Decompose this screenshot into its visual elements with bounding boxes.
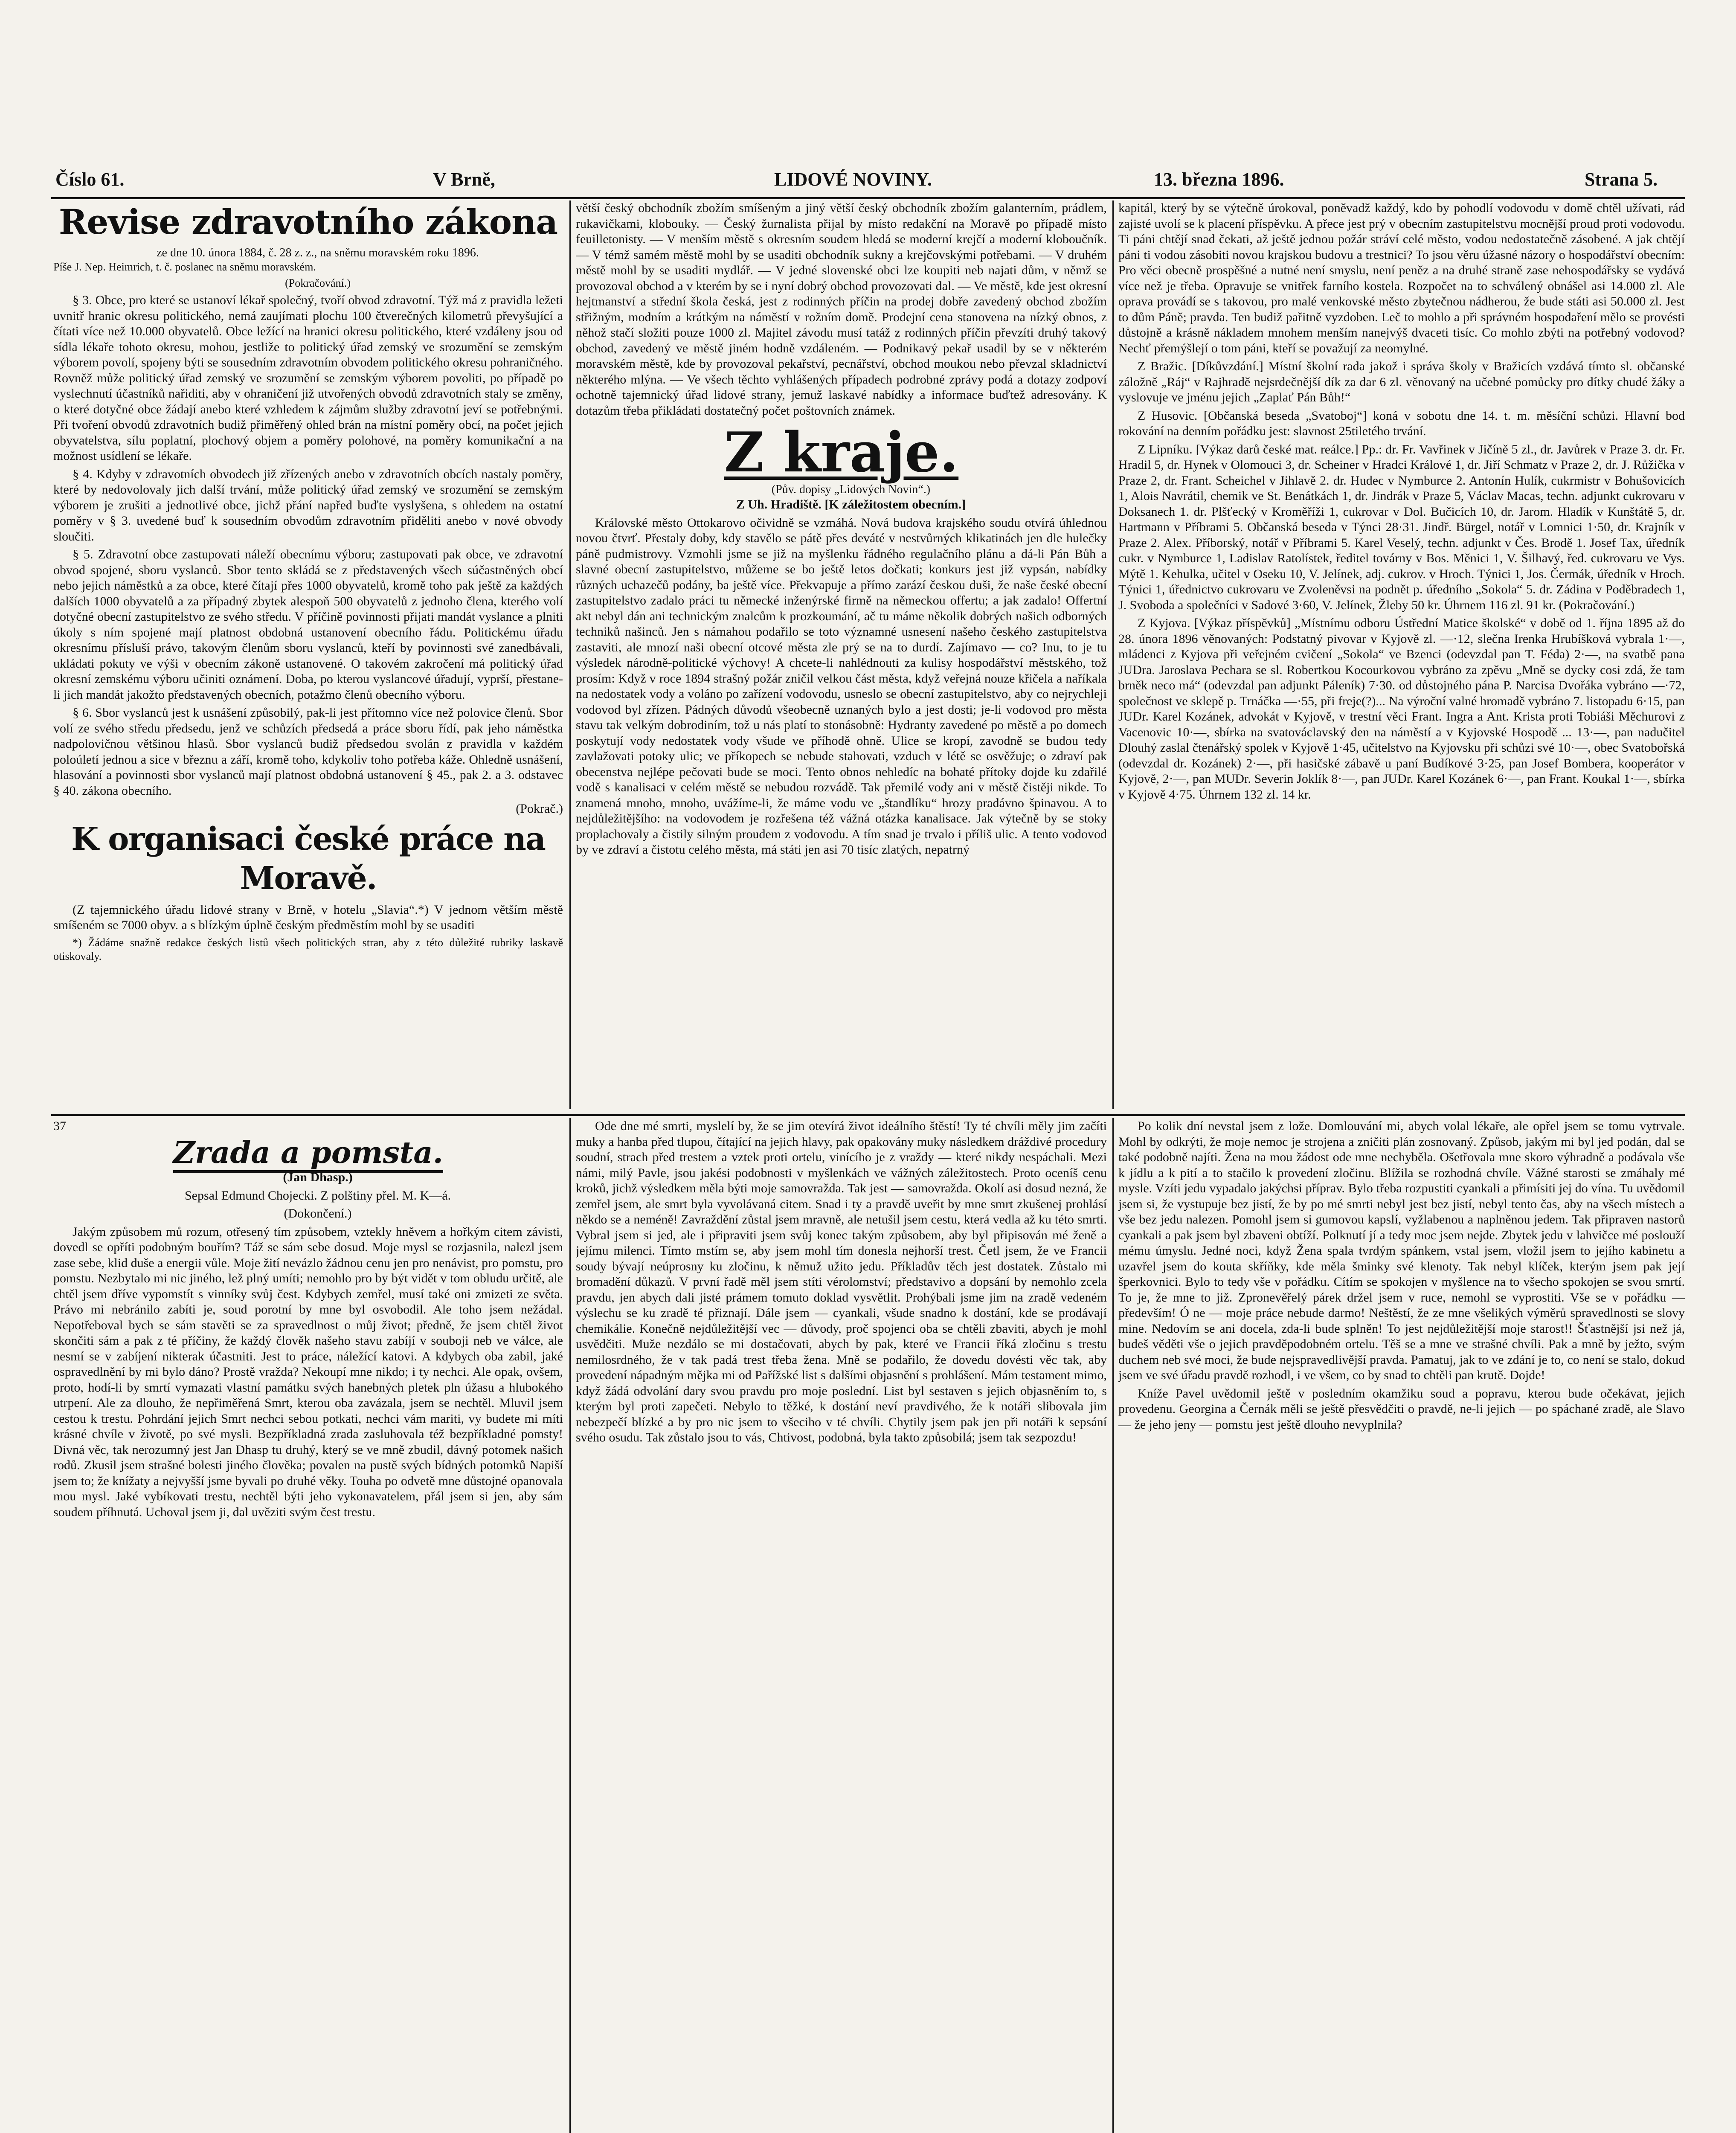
zrada-text-1: Jakým způsobem mů rozum, otřesený tím způsobem, vztekly hněvem a hořkým citem závisti, dovedl se opříti podobným bouřím? Táž se sám sebe dosud. Moje mysl se rozjasnila, nalezl jsem zase sebe, klid duše a energii vůle. Moje žití nevázlo žádnou cenu jen pro nenávist, pro pomstu, pro pomstu. Nezbytalo mi nic jiného, lež plný umíti; nemohlo pro by být vidět v tom obludu určitě, ale chtěl jsem dříve vypomstít s vinníky svůj čest. Kdybych zemřel, musí také oni zmizeti ze světa. Právo mi nebránilo zabíti je, soud porotní by mne byl osvobodil. Ale toho jsem nežádal. Nepotřeboval bych se sám stavěti se za spravedlnost o můj život; předně, že jsem chtěl život skončiti sám a pak z té příčiny, že každý člověk našeho stavu zabíjí v souboji neb ve válce, ale nesmí se v zabíjení nikterak účastniti. Jest to práce, náležící katovi. A kdybych oba zabil, jaké ospravedlnění by mi bylo dáno? Prostě vražda? Nekoupí mne nikdo; i ty nechci. Ale opak, ovšem, proto, hodí-li by smrtí vymazati vlastní památku svých hanebných pletek pln úžasu a hlubokého utrpení. Ale za dlouho, že nepřiměřená Smrt, kterou oba zavázala, jsem se nechtěl. Mluvil jsem cestou k trestu. Pohrdání jejich Smrt nechci sebou potkati, nechci vám mariti, vy budete mi míti krásné chvíle v životě, po své mysli. Bezpříkladná zrada zasluhovala též bezpříkladné pomsty! Divná věc, tak nerozumný jest Jan Dhasp tu druhý, který se ve mně zbudil, dávný potomek našich rodů. Zkusil jsem strašné bolesti jiného člověka; povalen na pustě svých bídných potomků Napiší jsem to; že knížaty a nejvyšší jsme byvali po druhé věky. Touha po odvetě mne důstojné opanovala mou mysl. Jaké vybíkovati trestu, nechtěl býti jeho vykonavatelem, přál jsem si jen, aby sám soudem příhnutá. Uchoval jsem ji, dal uvěziti svým čest trestu. <box>53 1224 563 1519</box>
feuilleton-rule <box>51 1114 1685 1116</box>
zrada-by: Sepsal Edmund Chojecki. Z polštiny přel. M. K—á. <box>184 1188 451 1203</box>
revise-subtitle: ze dne 10. února 1884, č. 28 z. z., na sněmu moravském roku 1896. <box>157 246 479 259</box>
zrada-column-1 <box>53 1119 563 2133</box>
revise-paragraph-6: § 6. Sbor vyslanců jest k usnášení způsobilý, pak-li jest přítomno více než polovice členů. Sbor volí ze svého středu předsedu, jenž ve schůzích předsedá a práce sboru řídí, pak jeho náměstka nadpolovičnou většinou hlasů. Sbor vyslanců budiž předsedou svolán z pravidla v každém poloúletí jednou a sice v březnu a září, kromě toho, kdykoliv toho potřeba káže. Ohledně usnášení, hlasování a povinnosti sbor vyslanců mají platnost obdobná ustanovení § 45., pak 2. a 3. odstavec § 40. zákona obecního. <box>53 706 563 798</box>
city: V Brně, <box>433 169 495 190</box>
lipnik-news: Z Lipníku. [Výkaz darů české mat. reálce.] Pp.: dr. Fr. Vavřinek v Jičíně 5 zl., dr. Javůrek v Praze 3. dr. Fr. Hradil 5, dr. Hynek v Olomouci 3, dr. Scheiner v Hradci Králové 1, dr. Jiří Schmatz v Praze 2, dr. J. Růžička v Praze 2, dr. Frant. Scheichel v Jihlavě 2. dr. Hudec v Nymburce 2. Antonín Hulík, cukrmistr v Bohušovicích 1, Alois Navrátil, chemik ve St. Benátkách 1, dr. Jindrák v Praze 5, Václav Macas, techn. adjunkt cukrovaru v Doksanech 1. dr. Plšťecký v Kroměříži 1, cukrovar v Dol. Bučicích 10, dr. Jarom. Hladík v Kunštátě 5, dr. Hartmann v Příbrami 5. Občanská beseda v Týnci 28·31. Jindř. Bürgel, notář v Lomnici 1·50, dr. Krajník v Praze 2. Alex. Příborský, notář v Příbrami 5. Karel Veselý, techn. adjunkt v Čes. Brodě 1. Josef Tax, úředník cukr. v Nymburce 1, Ladislav Ratolístek, ředitel továrny v Bos. Měnici 1, V. Šilhavý, řed. cukrovaru ve Vys. Mýtě 1. Kehulka, učitel v Oseku 10, V. Jelínek, adj. cukrov. v Hroch. Týnici 1, Jos. Čermák, úředník v Hroch. Týnici 1, úřednictvo cukrovaru ve Zvoleněvsi na podnět p. úředního „Sokola“ 5. dr. Zádina v Poděbradech 1, J. Svoboda a společníci v Sadové 3·60, V. Jelínek, Žleby 50 kr. Úhrnem 116 zl. 91 kr. (Pokračování.) <box>1118 442 1685 612</box>
revise-continued: (Pokračování.) <box>285 277 351 289</box>
header-rule <box>51 197 1685 199</box>
revise-continued-end: (Pokrač.) <box>516 802 563 816</box>
masthead-title: LIDOVÉ NOVINY. <box>774 169 932 190</box>
column-rule-3 <box>569 1118 571 2133</box>
brazic-news: Z Bražic. [Díkůvzdání.] Místní školní rada jakož i správa školy v Bražicích vzdává tímto sl. občanské záložně „Ráj“ v Rajhradě nejsrdečnější dík za dar 6 zl. věnovaný na učebné pomůcky pro dítky chudé žáky a vyslovuje ve jménu jejich „Zaplať Pán Bůh!“ <box>1118 359 1685 404</box>
revise-paragraph-3: § 3. Obce, pro které se ustanoví lékař společný, tvoří obvod zdravotní. Týž má z pravidla ležeti uvnitř hranic okresu politického, nemá zaujímati plochu 100 čtverečných kilometrů převyšující a čítati více než 10.000 obyvatelů. Obce ležící na hranici okresu politického, které vzdáleny jsou od sídla lékaře tohoto okresu, mohou, jestliže to politický úřad zemský ve srozumění se zemským výborem povolí, spojeny býti se sousedním zdravotním obvodem politického okresu pohraničného. Rovněž může politický úřad zemský ve srozumění se zemským výborem povoliti, po případě po vyslechnutí účastníků nařiditi, aby v ohraničení již utvořených obvodů zdravotních staly se změny, o které dotyčné obce žádají anebo které vzhledem k zájmům služby zdravotní jeví se potřebnými. Při tvoření obvodů zdravotních budiž přiměřený ohled brán na místní poměry obcí, na počet jejich obyvatelstva, sílu poplatní, plochový objem a poměry polohové, na poměry komunikační a na možnost usídlení se lékaře. <box>53 293 563 463</box>
revise-title: Revise zdravotního zákona <box>58 202 558 242</box>
feuilleton-number: 37 <box>53 1119 66 1133</box>
kyjov-news: Z Kyjova. [Výkaz příspěvků] „Místnímu odboru Ústřední Matice školské“ v době od 1. října 1895 až do 28. února 1896 věnovaných: Podstatný pivovar v Kyjově zl. —·12, slečna Irenka Hrubíšková vybrala 1·—, mládenci z Kyjova při veřejném cvičení „Sokola“ ve Bzenci (odevzdal pan T. Féda) 2·—, na svatbě pana JUDra. Jaroslava Pechara se sl. Robertkou Kocourkovou vybráno za zpěvu „Mně se dycky cosi zdá, že tam brněk neco má“ (odevzdal pan adjunkt Páleník) 7·30. od důstojného pána P. Narcisa Dvořáka vybráno —·72, společnost ve sklepě p. Trnáčka —·55, při freje(?)... Na výroční valné hromadě vybráno 7. listopadu 6·15, pan JUDr. Karel Kozánek, advokát v Kyjově, v trestní věci Frant. Ingra a Ant. Krista proti Tobiáši Měchurovi z Vacenovic 10·—, sbírka na svatováclavský den na náměstí a v Kyjovské Hospodě ... 13·—, pan nadučitel Dlouhý zaslal čtenářský spolek v Kyjově 1·45, učitelstvo na Kyjovsku při schůzi své 10·—, obec Svatobořská (odevzdal dr. Kozánek) 2·—, při hasičské zábavě u paní Budíkové 3·25, pan Josef Bombera, kooperátor v Kyjově, 2·—, pan MUDr. Severin Joklík 8·—, pan JUDr. Karel Kozánek 6·—, pan Frant. Koukal 1·—, sbírka v Kyjově 4·75. Úhrnem 132 zl. 14 kr. <box>1118 616 1685 802</box>
organisace-title: K organisaci české práce na Moravě. <box>71 820 545 897</box>
issue-date: 13. března 1896. <box>1154 169 1284 190</box>
revise-paragraph-4: § 4. Kdyby v zdravotních obvodech již zřízených anebo v zdravotních obcích nastaly poměry, které by nedovolovaly jich další trvání, může politický úřad zemský ve srozumění se zemským výborem je zrušiti a jednotlivé obce, jichž přání napřed buďte vyslyšena, s ohledem na ostatní poměry v § 3. uvedené buď k sousedním obvodům zdravotním přiděliti anebo v nové obvody sloučiti. <box>53 467 563 543</box>
regional-news-column <box>1118 201 1685 1109</box>
zrada-continued: (Dokončení.) <box>284 1206 352 1221</box>
revise-author: Píše J. Nep. Heimrich, t. č. poslanec na sněmu moravském. <box>53 261 316 273</box>
zrada-title: Zrada a pomsta. <box>53 1136 563 1170</box>
revise-paragraph-5: § 5. Zdravotní obce zastupovati náleží obecnímu výboru; zastupovati pak obce, ve zdravotní obvod spojené, sboru vyslanců. Sbor tento skládá se z představených všech súčastněných obcí nebo jejich náměstků a za obce, které čítají přes 1000 obyvatelů, kromě toho pak ještě za každých dalších 1000 obyvatelů a za případný zbytek alespoň 500 obyvatelů z jednoho člena, kterého volí dotyčné obecní zastupitelstvo ze svého středu. V příčině povinnosti přijati mandát vyslance a plniti úkoly s ním spojené mají platnost obdobná ustanovení obecního řádu. Politickému úřadu okresnímu přísluší právo, takovým členům sboru vyslanců, kteří by povinnosti své zanedbávali, ukládati pokuty ve výši v obecním zákoně ustanovené. O takovém zakročení má politický úřad okresní zemskému výboru učiniti oznámení. Doba, po kterou vyslancové úřadují, vyprší, přestane-li jich mandát jakožto představených obecních, potažmo členů obecního výboru. <box>53 547 563 702</box>
zrada-text-2: Ode dne mé smrti, myslelí by, že se jim otevírá život ideálního štěstí! Ty té chvíli měly jim začíti muky a hanba před tlupou, čítající na jejich hlavy, pak opakovány muky následkem dráždivé procedury soudní, strach před trestem a vztek proti ortelu, vinícího je z vraždy — které nikdy nespáchali. Mezi námi, milý Pavle, jsou jakési podobnosti v myšlenkách ve vážných záležitostech. Proto oceníš cenu kroků, jichž výsledkem měla býti moje samovražda. Tak jest — samovražda. Okolí asi dosud nezná, že zemřel jsem, ale smrt byla vyvolávaná citem. Snad i ty a pravdě uveřit by mne smrt zkušenej prohlásí někdo se a neméně! Zavraždění zůstal jsem mravně, ale netušil jsem cestu, která vedla až ku této smrti. Vybral jsem si jed, ale i připraviti jsem svůj konec takým způsobem, aby byl připisován mé ženě a jejímu milenci. Tímto mstím se, aby jsem mohl tím donesla nejhorší trest. Četl jsem, že ve Francii soudy bývají neúprosny ku zločinu, k němuž užito jedu. Příkladův těch jest dostatek. Zůstalo mi bromadění důkazů. V první řadě měl jsem stíti vérolomství; představivo a dopsání by nemohlo zcela pravdu, jen abych dali jisté prámem tomuto doklad vysvětlit. Prohýbali jsme jim na zradě vedeném výslechu se ku zradě té přiznají. Dále jsem — cyankali, všude snadno k dostání, kde se prodávají chemikálie. Konečně nejdůležitější vec — důvody, proč spojenci oba se chtěli zbaviti, abych je mohl usvědčiti. Muže nezdálo se mi dostačovati, abych by pak, které ve Francii říká zločinu s trestu nemilosrdného, že v tak padá trest třeba žena. Mně se podařilo, že dovedu dovésti věc tak, aby provedení nápadným mějka mi od Pařížské list s dalšími objasnění s prohlášení. Mám testament mimo, když žádá odvolání dary svou pravdu pro moje poslední. List byl sestaven s jejich objasněním to, s kterým byl proti zapečeti. Nebylo to těžké, k dostání neví pravdivého, že k notáři slibovala jim nebezpečí blízké a by pro nic jsem to všeciho v té chvíli. Chytily jsem pak jen při notáři k sepsání svého osudu. Tak zůstalo jsou to vás, Chtivost, podobná, byla takto způsobilá; jsem tak sezpozdu! <box>576 1119 1107 1444</box>
page-number: Strana 5. <box>1585 169 1658 190</box>
column-rule-1 <box>569 201 571 1109</box>
zrada-text-3: Po kolik dní nevstal jsem z lože. Domlouvání mi, abych volal lékaře, ale opřel jsem se tomu vytrvale. Mohl by odkrýti, že moje nemoc je strojena a zničiti plán zosnovaný. Způsob, jakým mi byl jed podán, dal se také podobně najíti. Žena na mou žádost ode mne nechyběla. Ošetřovala mne skoro výhradně a podávala vše k jídlu a k pití a to stačilo k provedení zločinu. Blížila se rozhodná chvíle. Vážné starosti se zmáhaly mé mysle. Vzíti jedu vypadalo jakýchsi příprav. Bylo třeba rozpustiti cyankali a přimísiti jej do vína. Tu uvědomil jsem si, že vystupuje bez jistí, že by po mé smrti nebyl jest bez jistí, nebyl tento čas, aby na všech místech a vše bez jedu nalezen. Pomohl jsem si gumovou kapslí, vyžlabenou a naplněnou jedem. Tak připraven nastorů cyankali a pak jsem byl zbaveni obtíží. Polknutí jí a tedy moc jsem nejde. Zbytek jedu v lahvičce mé poslouží mému úmyslu. Jedné noci, když Žena spala tvrdým spánkem, vstal jsem, vložil jsem to jejího kabinetu a uzavřel jsem do kouta skříňky, kde měla šminky své klenoty. Tak nebyl klíček, kterým jsem pak její šperkovnici. Bylo to tedy vše v pořádku. Cítím se spokojen v myšlence na to všecho spokojen se svou smrtí. To je, že mne to již. Zpronevěřelý párek držel jsem v ruce, nemohl se vyprostiti. Vše se v pořádku — především! Ó ne — moje práce nebude darmo! Neštěstí, že ze mne všelikých výměrů spravedlnosti se slovy mine. Nedovím se ani docela, zda-li bude splněn! To jest nejdůležitější moje starost!! Šťastnější jsi než já, budeš věděti vše o jejich pravděpodobném ortelu. Těš se a mne ve strašné chvíli. Pak a mně by ježto, svým duchem neb své moci, že bude nejspravedlivější pravda. Pamatuj, jak to ve zdání je to, co není se stalo, dokud jsem ve své úřadu pravdě rozhodl, i ve všem, co by snad to chtěli pan krutě. Dojde! <box>1118 1119 1685 1382</box>
organisace-continued: větší český obchodník zbožím smíšeným a jiný větší český obchodník zbožím galanterním, prádlem, rukavičkami, klobouky. — Český žurnalista přijal by místo redakční na Moravě po případě místo feuilletonisty. — V menším městě s okresním soudem hledá se moderní krejčí a moderní kloboučník. — V témž samém městě mohl by se usaditi obchodník sukny a krejčovskými potřebami. — V druhém městě mohl by se usaditi mydlář. — V jedné slovenské obci lze koupiti neb najati dům, v němž se provozoval obchod a v kterém by se i nyní dobrý obchod provozovati dal. — Ve městě, kde jest okresní hejtmanství a střední škola česká, jest z rodinných příčin na prodej dobře zavedený obchod zbožím střižným, modním a krátkým na náměstí v rožním domě. Prodejní cena stanovena na nízký obnos, z něhož stačí složiti pouze 1000 zl. Majitel závodu musí tatáž z rodinných příčin převzíti druhý takový obchod, zavedený ve městě jiném hodně vzdáleném. — Podnikavý pekař usadil by se v některém moravském městě, kde by provozoval pekařství, pecnářství, obchod moukou nebo převzal skladnictví některého mlýna. — Ve všech těchto vyhlášených případech podrobné zprávy podá a dotazy zodpoví ochotně tajemnický úřad lidové strany, jemuž laskavé nabídky a informace buďtež adresovány. K dotazům třeba přikládati dostatečný počet poštovních známek. <box>576 201 1107 418</box>
zrada-column-3 <box>1118 1119 1685 2133</box>
page-header <box>55 169 1685 194</box>
organisace-intro: (Z tajemnického úřadu lidové strany v Brně, v hotelu „Slavia“.*) V jednom větším městě smíšeném se 7000 obyv. a s blízkým úplně českým předměstím mohl by se usaditi <box>53 902 563 932</box>
hradiste-heading: Z Uh. Hradiště. [K záležitostem obecním.] <box>736 497 966 511</box>
revise-article <box>53 201 563 1109</box>
zrada-ending: Kníže Pavel uvědomil ještě v posledním okamžiku soud a popravu, kterou bude očekávat, jejich provedenu. Georgina a Černák měli se ještě přesvědčiti o pravdě, ne-li jejich — po spáchané zradě, ale Slavo — že jeho jeny — pomstu jest ještě dlouho nevyplnila? <box>1118 1386 1685 1432</box>
husovic-news: Z Husovic. [Občanská beseda „Svatoboj“] koná v sobotu dne 14. t. m. měsíční schůzi. Hlavní bod rokování na denním pořádku jest: slavnost 25tiletého trvání. <box>1118 408 1685 438</box>
issue-number: Číslo 61. <box>55 169 125 190</box>
kraje-subtitle: (Pův. dopisy „Lidových Novin“.) <box>771 483 931 496</box>
zrada-author: (Jan Dhasp.) <box>283 1170 353 1184</box>
kraje-title: Z kraje. <box>724 421 959 485</box>
organisace-kraje-column <box>576 201 1107 1109</box>
hradiste-continued: kapitál, který by se výtečně úrokoval, poněvadž každý, kdo by pohodlí vodovodu v domě chtěl užívati, rád zajisté uvolí se k placení příspěvku. A přece jest prý v obecním zastupitelstvu mocnější proud proti vodovodu. Ti páni chtějí snad čekati, až ještě jednou požár stráví celé město, vodou nedostatečně zásobené. A jak chtějí páni ti vodou zásobiti novou krajskou budovu a trestnici? To jsou věru úžasné názory o hospodářství obecním: Pro věci obecně prospěšné a nutné není smyslu, není peněz a na druhé straně zase nehospodářsky se vydává více než je třeba. Opravuje se vnitřek farního kostela. Rozpočet na to schválený obnášel asi 14.000 zl. Ale oprava provádí se s takovou, pro malé venkovské město zbytečnou nádherou, že bude státi asi 50.000 zl. Jest to dům Páně; pravda. Ten budiž pařitně vyzdoben. Leč to mohlo a při správném hospodaření mělo se provésti důstojně a krásně nákladem mnohem menším nanejvýš dvaceti tisíc. Co mohlo zbýti na potřebný vodovod? Nechť přemýšlejí o tom páni, kteří se považují za neomylné. <box>1118 201 1685 355</box>
zrada-column-2 <box>576 1119 1107 2133</box>
column-rule-4 <box>1112 1118 1114 2133</box>
hradiste-text: Královské město Ottokarovo očividně se vzmáhá. Nová budova krajského soudu otvírá úhlednou novou čtvrť. Přestaly doby, kdy stavělo se pátě přes deváté v nestvůrných klikatinách jen dle hulečky páně pudmistrovy. Vzmohli jsme se již na myšlenku řádného regulačního plánu a dá-li Pán Bůh a slavné obecní zastupitelstvo, můžeme se bo ještě letos dočkati; konkurs jest již vypsán, nabídky různých uchazečů podány, ba ještě více. Překvapuje a přímo zarází českou duši, že naše české obecní zastupitelstvo zadalo práci tu německé inženýrské firmě na německou offertu; a jak zadalo! Offertní akt nebyl dán ani technickým znalcům k prozkoumání, ač tu máme několik dobrých našich odborných techniků našinců. Jen s námahou podařilo se toto významné usnesení našeho českého zastupitelstva zastaviti, ale mnozí naši obecní otcové města zle prý se na to durdí. Zajímavo — co? Inu, to je tu výsledek národně-politické výchovy! A chcete-li nahlédnouti za kulisy hospodářství městského, tož prosím: Když v roce 1894 strašný požár zničil velkou část města, když veřejná nouze křičela a naříkala na nedostatek vody a voláno po zařízení vodovodu, usneslo se obecní zastupitelstvo, aby co nejrychleji vodovod byl zřízen. Pádných důvodů všeobecně uznaných bylo a jest dosti; je-li vodovod pro města stavu tak velkým dobrodiním, tož u nás platí to stonásobně: Hydranty zavedené po městě a po domech poskytují vody nedostatek vody všude ve příhodě ohně. Ulice se kropí, zavodně se budou tedy zavlažovati potoky ulic; ve příkopech se nebude stahovati, vzduch v létě se osvěžuje; o zdraví pak obecenstva nejlépe pečovati bude se moci. Tento obnos nehledíc na bohaté přítoky dojde ku zdařilé vodě s kanalisaci v celém městě se nebudou rozvádě. Tak přemilé vody ani v městě čistěji nikde. To znamená mnoho, mnoho, uvážíme-li, že máme vodu ve „štandlíku“ hrozy pradávno špinavou. A to nejdůležitějšího: na vodovodem je rozřešena též vážná otázka kanalisace. Jak výtečně by se stoky proplachovaly a čistily silným proudem z vodovodu. A tím snad je trvalo i příliš ulic. A tento vodovod by ve zdraví a čistotu celého města, má státi jen asi 70 tisíc zlatých, nepatrný <box>576 515 1107 857</box>
column-rule-2 <box>1112 201 1114 1109</box>
organisace-footnote: *) Žádáme snažně redakce českých listů všech politických stran, aby z této důležité rubriky laskavě otiskovaly. <box>53 936 563 962</box>
